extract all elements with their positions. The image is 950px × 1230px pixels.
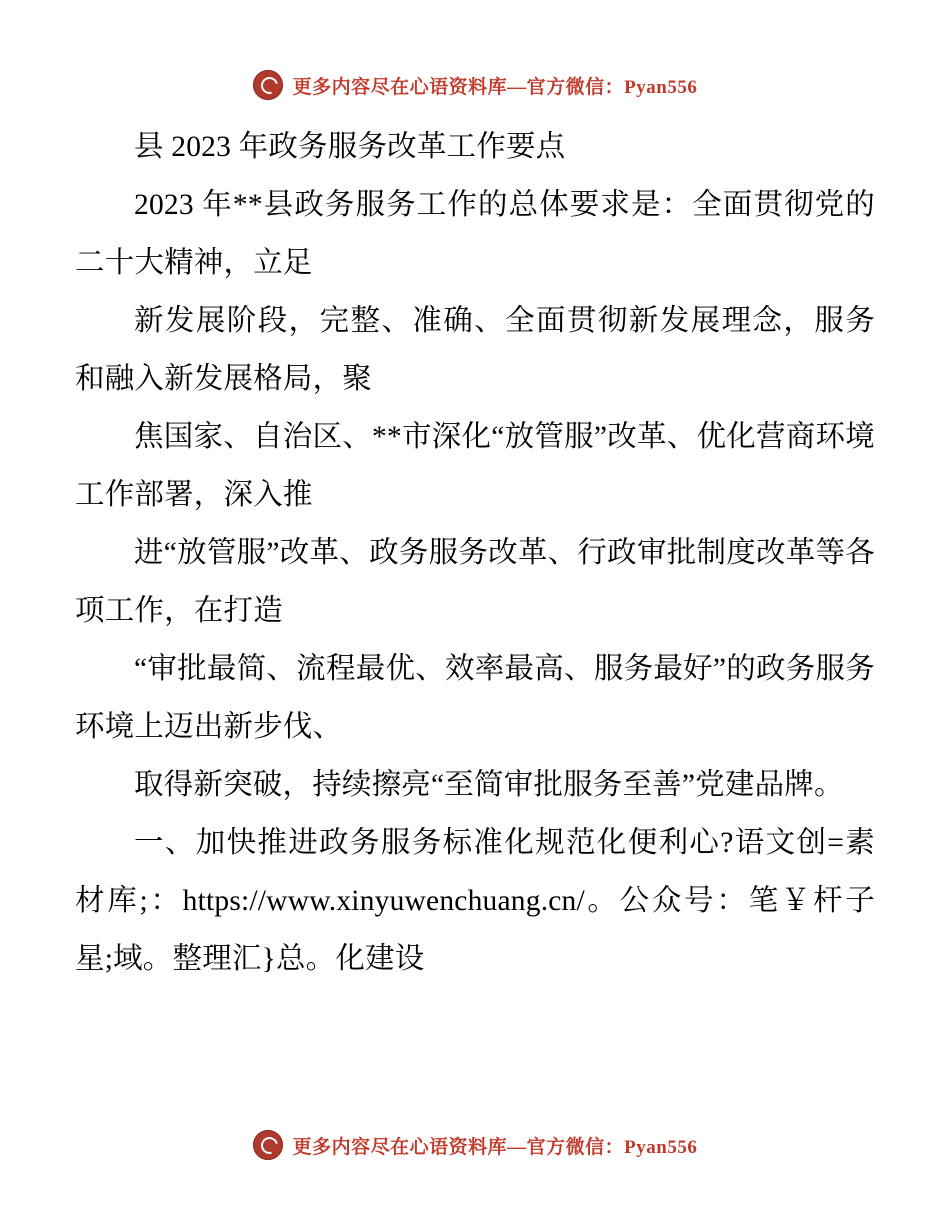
watermark-footer-main: 更多内容尽在心语资料库—官方微信： (292, 1136, 625, 1158)
watermark-footer-id: Pyan556 (624, 1136, 698, 1158)
paragraph-6: 取得新突破，持续擦亮“至简审批服务至善”党建品牌。 (134, 769, 844, 801)
paragraph-2: 新发展阶段，完整、准确、全面贯彻新发展理念，服务和融入新发展格局，聚 (75, 305, 875, 395)
watermark-header (0, 70, 950, 100)
paragraph-7: 一、加快推进政务服务标准化规范化便利心?语文创=素材库;：https://www.xinyuwenchuang.cn/。公众号：笔￥杆子星;域。整理汇}总。化建设 (75, 827, 875, 975)
paragraph-1: 2023 年**县政务服务工作的总体要求是：全面贯彻党的二十大精神，立足 (75, 189, 875, 279)
document-content (75, 118, 875, 988)
paragraph-4: 进“放管服”改革、政务服务改革、行政审批制度改革等各项工作，在打造 (75, 537, 875, 627)
swirl-badge-icon (253, 70, 283, 100)
watermark-footer (0, 1130, 950, 1160)
watermark-footer-text (293, 1132, 698, 1159)
paragraph-3: 焦国家、自治区、**市深化“放管服”改革、优化营商环境工作部署，深入推 (75, 421, 875, 511)
watermark-header-text (293, 72, 698, 99)
swirl-badge-icon (253, 1130, 283, 1160)
watermark-header-id: Pyan556 (624, 76, 698, 98)
document-title: 县 2023 年政务服务改革工作要点 (134, 131, 566, 163)
paragraph-5: “审批最简、流程最优、效率最高、服务最好”的政务服务环境上迈出新步伐、 (75, 653, 875, 743)
watermark-header-main: 更多内容尽在心语资料库—官方微信： (292, 76, 625, 98)
